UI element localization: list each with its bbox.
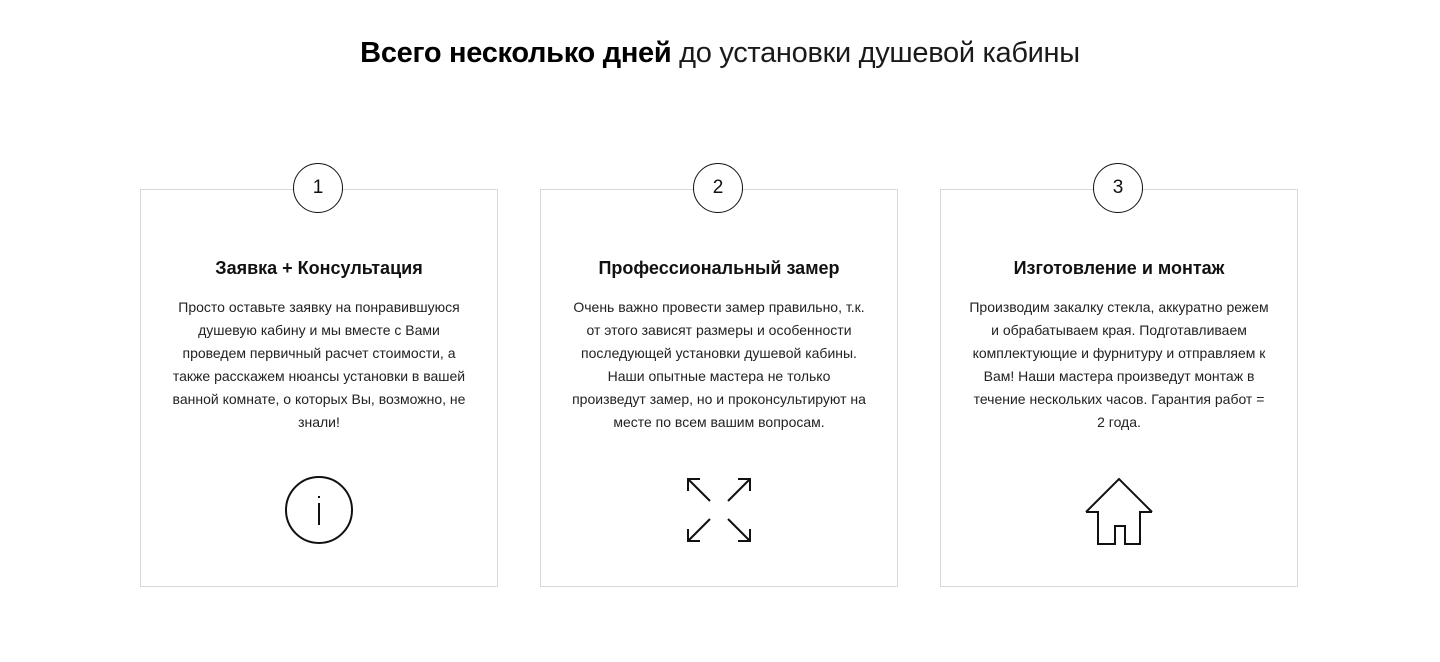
step-description: Очень важно провести замер правильно, т.к. от этого зависят размеры и особенности последующей установки душевой кабины. Наши опытные мастера не только произведут замер, но и проконсультируют на месте по всем вашим вопросам.: [572, 299, 866, 430]
step-number-badge: 1: [293, 163, 343, 213]
step-title: Заявка + Консультация: [215, 258, 423, 278]
step-description: Просто оставьте заявку на понравившуюся душевую кабину и мы вместе с Вами проведем первичный расчет стоимости, а также расскажем нюансы установки в вашей ванной комнате, о которых Вы, возможно, не знали!: [172, 299, 466, 430]
step-number-badge: 3: [1093, 163, 1143, 213]
step-title: Профессиональный замер: [598, 258, 840, 278]
heading-rest: до установки душевой кабины: [671, 37, 1080, 69]
step-card-2: [540, 177, 898, 587]
info-icon: [283, 474, 355, 546]
step-card-1: [140, 177, 498, 587]
step-number-badge: 2: [693, 163, 743, 213]
section-heading: [0, 34, 1440, 72]
house-icon: [1083, 474, 1155, 546]
step-description: Производим закалку стекла, аккуратно режем и обрабатываем края. Подготавливаем комплектующие и фурнитуру и отправляем к Вам! Наши мастера произведут монтаж в течение нескольких часов. Гарантия работ = 2 года.: [969, 299, 1269, 430]
step-title: Изготовление и монтаж: [1013, 258, 1225, 278]
step-card-3: [940, 177, 1298, 587]
expand-arrows-icon: [683, 474, 755, 546]
heading-bold: Всего несколько дней: [360, 37, 672, 69]
